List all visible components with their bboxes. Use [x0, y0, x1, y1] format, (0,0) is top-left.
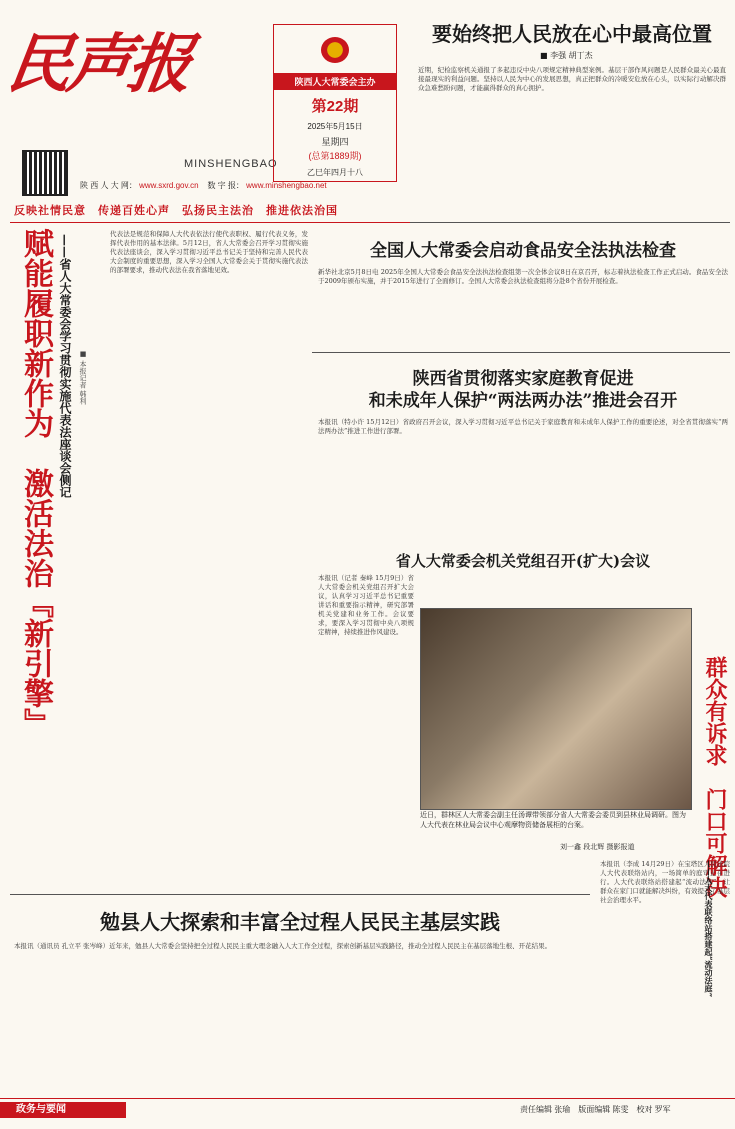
photo-credit: 刘一鑫 段北辉 摄影报道 — [560, 843, 635, 851]
divider — [410, 222, 730, 223]
website-link[interactable]: www.sxrd.gov.cn — [139, 181, 199, 190]
grievances-body: 本报讯（李成 14月29日）在宝塔区人民法院人大代表联络站内，一场简单的庭审正在进行。人大代表联络站搭建起“流动法庭”，让群众在家门口就能解决纠纷，有效提升了基层社会治理水平。 — [600, 860, 730, 904]
website-line — [80, 180, 327, 191]
party-body: 本报讯（记者 秦峰 15月9日）省人大常委会机关党组召开扩大会议，认真学习习近平总书记重要讲话和重要指示精神，研究部署机关党建和业务工作。会议要求，要深入学习贯彻中央八项规定精神，持续推进作风建设。 — [318, 574, 414, 636]
organization: 陕西人大常委会主办 — [274, 73, 396, 90]
food-safety-headline: 全国人大常委会启动食品安全法执法检查 — [370, 241, 676, 261]
grievances-subtitle: ——人大代表联络站搭建起“流动法庭” — [704, 860, 714, 998]
education-headline-2: 和未成年人保护“两法两办法”推进会召开 — [368, 391, 678, 411]
photo-caption: 近日，群林区人大常委会副主任汤谭带领部分省人大常委会委员到县林业局调研。图为人大代表在林业局会议中心观摩物资储备展柜的台案。 — [420, 811, 686, 829]
top-headline: 要始终把人民放在心中最高位置 — [432, 22, 712, 46]
top-author: ■ 李强 胡丁杰 — [540, 51, 593, 60]
lunar-date: 乙巳年四月十八 — [307, 168, 363, 177]
issue-number: 第22期 — [311, 98, 359, 115]
education-headline-1: 陕西省贯彻落实家庭教育促进 — [412, 369, 634, 389]
grievances-title: 群众有诉求 门口可解决 — [702, 656, 728, 898]
divider — [312, 352, 730, 353]
meeting-photo — [420, 608, 692, 810]
left-subtitle: ——省人大常委会学习贯彻实施代表法座谈会侧记 — [58, 234, 72, 498]
digital-link[interactable]: www.minshengbao.net — [246, 181, 327, 190]
bottom-body: 本报讯（通讯员 孔立平 张岑峰）近年来，勉县人大常委会坚持把全过程人民民主重大理念融入人大工作全过程，探索创新基层实践路径，推动全过程人民民主在基层落地生根、开花结果。 — [14, 942, 552, 950]
masthead-logo: 民声报 — [2, 27, 194, 102]
party-headline: 省人大常委会机关党组召开(扩大)会议 — [395, 552, 651, 570]
left-byline: ■ 本报记者 韩利 — [79, 350, 87, 405]
issue-info-box — [273, 24, 397, 182]
emblem-icon — [321, 37, 349, 63]
bottom-headline: 勉县人大探索和丰富全过程人民民主基层实践 — [100, 910, 500, 934]
masthead-latin: MINSHENGBAO — [184, 158, 278, 170]
left-title: 赋能履职新作为 激活法治『新引擎』 — [18, 228, 53, 738]
top-body: 近期，纪检监察机关通报了多起违反中央八项规定精神典型案例。基层干部作风问题是人民群众最关心最直接最现实的利益问题。坚持以人民为中心的发展思想，真正把群众的冷暖安危放在心头，以实际行动解决群众急难愁盼问题，才能赢得群众的真心拥护。 — [418, 66, 726, 92]
digital-label: 数 字 报： — [207, 181, 244, 190]
food-safety-body: 新华社北京5月8日电 2025年全国人大常委会食品安全法执法检查组第一次全体会议8日在京召开，标志着执法检查工作正式启动。食品安全法于2009年颁布实施，并于2015年进行了全面修订。全国人大常委会执法检查组将分赴8个省份开展检查。 — [318, 268, 728, 285]
editors-line: 责任编辑 张瑜 版面编辑 陈雯 校对 罗军 — [520, 1105, 671, 1114]
qr-code-icon — [22, 150, 68, 196]
education-body: 本报讯（特小许 15月12日）省政府召开会议，深入学习贯彻习近平总书记关于家庭教育和未成年人保护工作的重要论述，对全省贯彻落实“两法两办法”推进工作进行部署。 — [318, 418, 728, 435]
section-label: 政务与要闻 — [0, 1102, 126, 1118]
slogan: 反映社情民意 传递百姓心声 弘扬民主法治 推进依法治国 — [14, 205, 338, 217]
divider — [10, 894, 590, 895]
left-body: 代表法是规范和保障人大代表依法行使代表职权、履行代表义务，发挥代表作用的基本法律。5月12日，省人大常委会召开学习贯彻实施代表法座谈会，深入学习贯彻习近平总书记关于坚持和完善人民代表大会制度的重要思想，深入学习全国人大常委会关于贯彻实施代表法的部署要求，推动代表法在我省落地见效。 — [110, 230, 308, 274]
issue-date: 2025年5月15日 — [307, 122, 363, 131]
issue-weekday: 星期四 — [321, 137, 349, 147]
total-issue: (总第1889期) — [308, 151, 362, 161]
masthead-divider — [10, 222, 410, 223]
website-label: 陕 西 人 大 网： — [80, 181, 137, 190]
